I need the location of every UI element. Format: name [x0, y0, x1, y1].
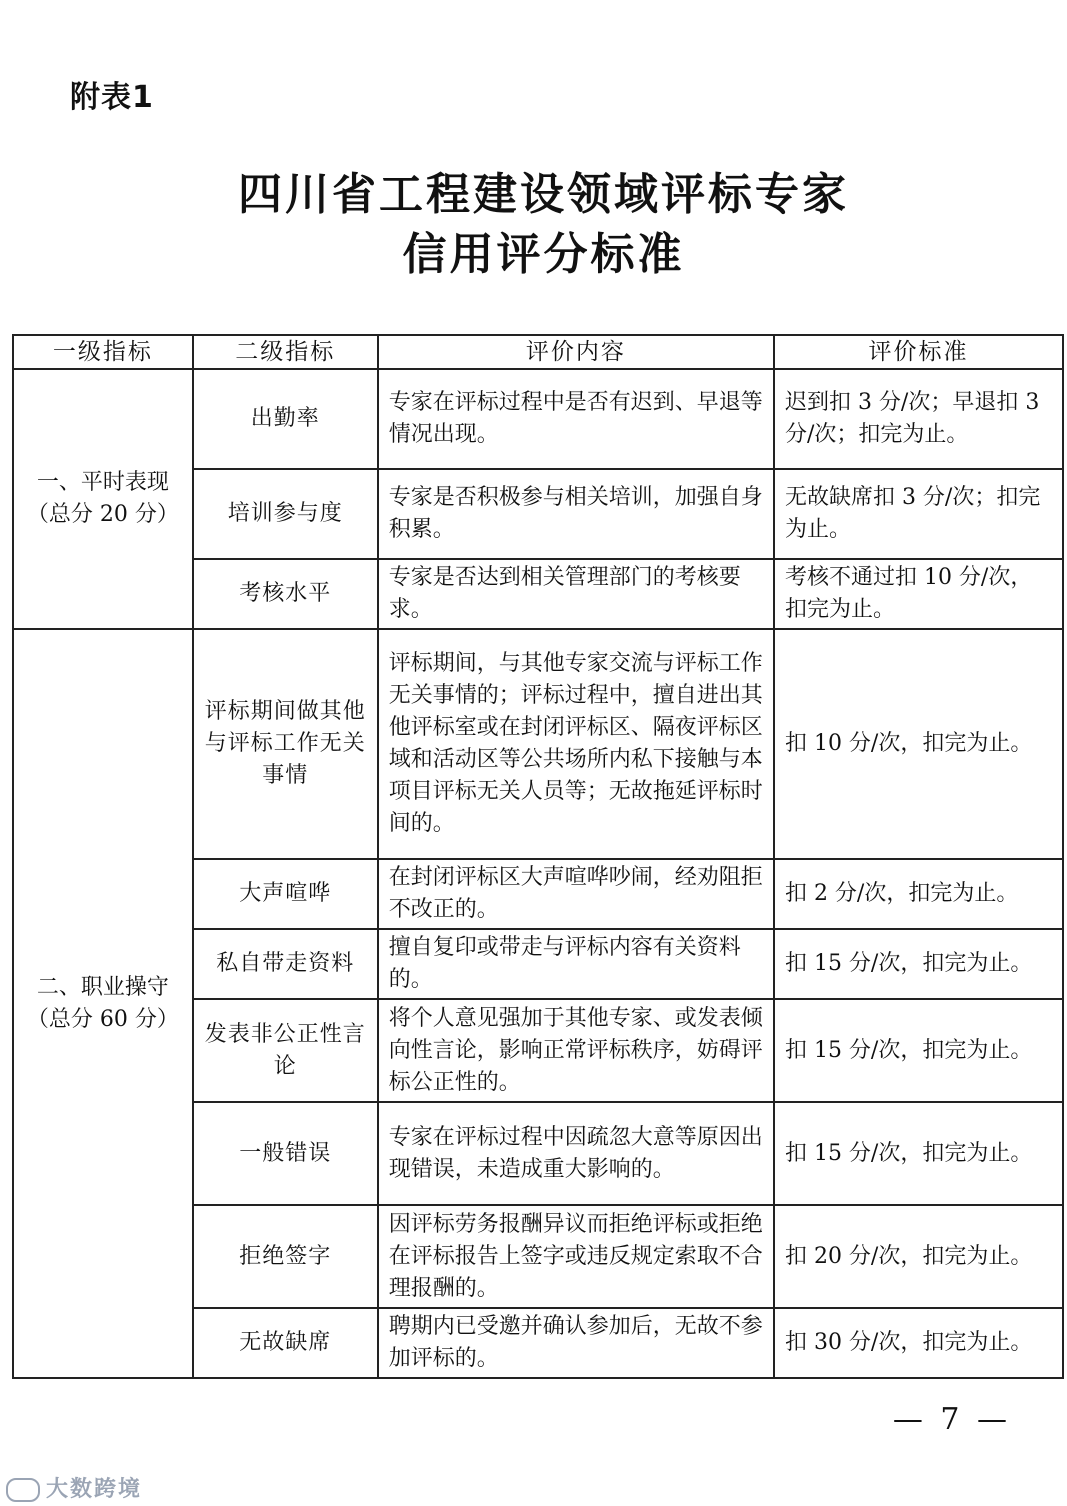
content-cell: 因评标劳务报酬异议而拒绝评标或拒绝在评标报告上签字或违反规定索取不合理报酬的。 — [378, 1205, 774, 1308]
item-cell: 发表非公正性言论 — [193, 999, 378, 1102]
criteria-cell: 扣 2 分/次，扣完为止。 — [774, 859, 1063, 929]
document-title-line2: 信用评分标准 — [402, 229, 685, 280]
item-cell: 大声喧哗 — [193, 859, 378, 929]
table-row — [13, 369, 1063, 469]
table-header-row — [13, 335, 1063, 369]
item-cell: 培训参与度 — [193, 469, 378, 559]
criteria-cell: 无故缺席扣 3 分/次；扣完为止。 — [774, 469, 1063, 559]
content-cell: 专家在评标过程中因疏忽大意等原因出现错误，未造成重大影响的。 — [378, 1102, 774, 1205]
watermark-logo-icon — [6, 1478, 40, 1502]
group-name: 二、职业操守 — [36, 974, 169, 1000]
item-cell: 一般错误 — [193, 1102, 378, 1205]
content-cell: 专家是否积极参与相关培训，加强自身积累。 — [378, 469, 774, 559]
scoring-standard-table — [12, 334, 1064, 1379]
group-score: （总分 60 分） — [26, 1006, 179, 1032]
group-cell-daily-performance — [13, 369, 193, 629]
content-cell: 评标期间，与其他专家交流与评标工作无关事情的；评标过程中，擅自进出其他评标室或在封闭评标区、隔夜评标区域和活动区等公共场所内私下接触与本项目评标无关人员等；无故拖延评标时间的。 — [378, 629, 774, 859]
content-cell: 专家在评标过程中是否有迟到、早退等情况出现。 — [378, 369, 774, 469]
group-cell-professional-ethics — [13, 629, 193, 1378]
group-score: （总分 20 分） — [26, 502, 179, 527]
criteria-cell: 扣 30 分/次，扣完为止。 — [774, 1308, 1063, 1378]
item-cell: 私自带走资料 — [193, 929, 378, 999]
criteria-cell: 迟到扣 3 分/次；早退扣 3 分/次；扣完为止。 — [774, 369, 1063, 469]
criteria-cell: 扣 20 分/次，扣完为止。 — [774, 1205, 1063, 1308]
criteria-cell: 扣 15 分/次，扣完为止。 — [774, 999, 1063, 1102]
header-content: 评价内容 — [378, 335, 774, 369]
content-cell: 在封闭评标区大声喧哗吵闹，经劝阻拒不改正的。 — [378, 859, 774, 929]
content-cell: 聘期内已受邀并确认参加后，无故不参加评标的。 — [378, 1308, 774, 1378]
page-number: — 7 — — [892, 1402, 1011, 1437]
document-title-line1: 四川省工程建设领域评标专家 — [238, 169, 849, 220]
table-row — [13, 629, 1063, 859]
watermark — [6, 1472, 142, 1503]
header-level1: 一级指标 — [13, 335, 193, 369]
content-cell: 擅自复印或带走与评标内容有关资料的。 — [378, 929, 774, 999]
criteria-cell: 扣 10 分/次，扣完为止。 — [774, 629, 1063, 859]
group-name: 一、平时表现 — [36, 470, 169, 495]
header-level2: 二级指标 — [193, 335, 378, 369]
annex-label: 附表1 — [70, 80, 154, 115]
item-cell: 考核水平 — [193, 559, 378, 629]
item-cell: 拒绝签字 — [193, 1205, 378, 1308]
criteria-cell: 扣 15 分/次，扣完为止。 — [774, 1102, 1063, 1205]
item-cell: 无故缺席 — [193, 1308, 378, 1378]
criteria-cell: 考核不通过扣 10 分/次，扣完为止。 — [774, 559, 1063, 629]
content-cell: 将个人意见强加于其他专家、或发表倾向性言论，影响正常评标秩序，妨碍评标公正性的。 — [378, 999, 774, 1102]
content-cell: 专家是否达到相关管理部门的考核要求。 — [378, 559, 774, 629]
header-criteria: 评价标准 — [774, 335, 1063, 369]
criteria-cell: 扣 15 分/次，扣完为止。 — [774, 929, 1063, 999]
item-cell: 出勤率 — [193, 369, 378, 469]
watermark-text: 大数跨境 — [46, 1477, 143, 1502]
item-cell: 评标期间做其他与评标工作无关事情 — [193, 629, 378, 859]
